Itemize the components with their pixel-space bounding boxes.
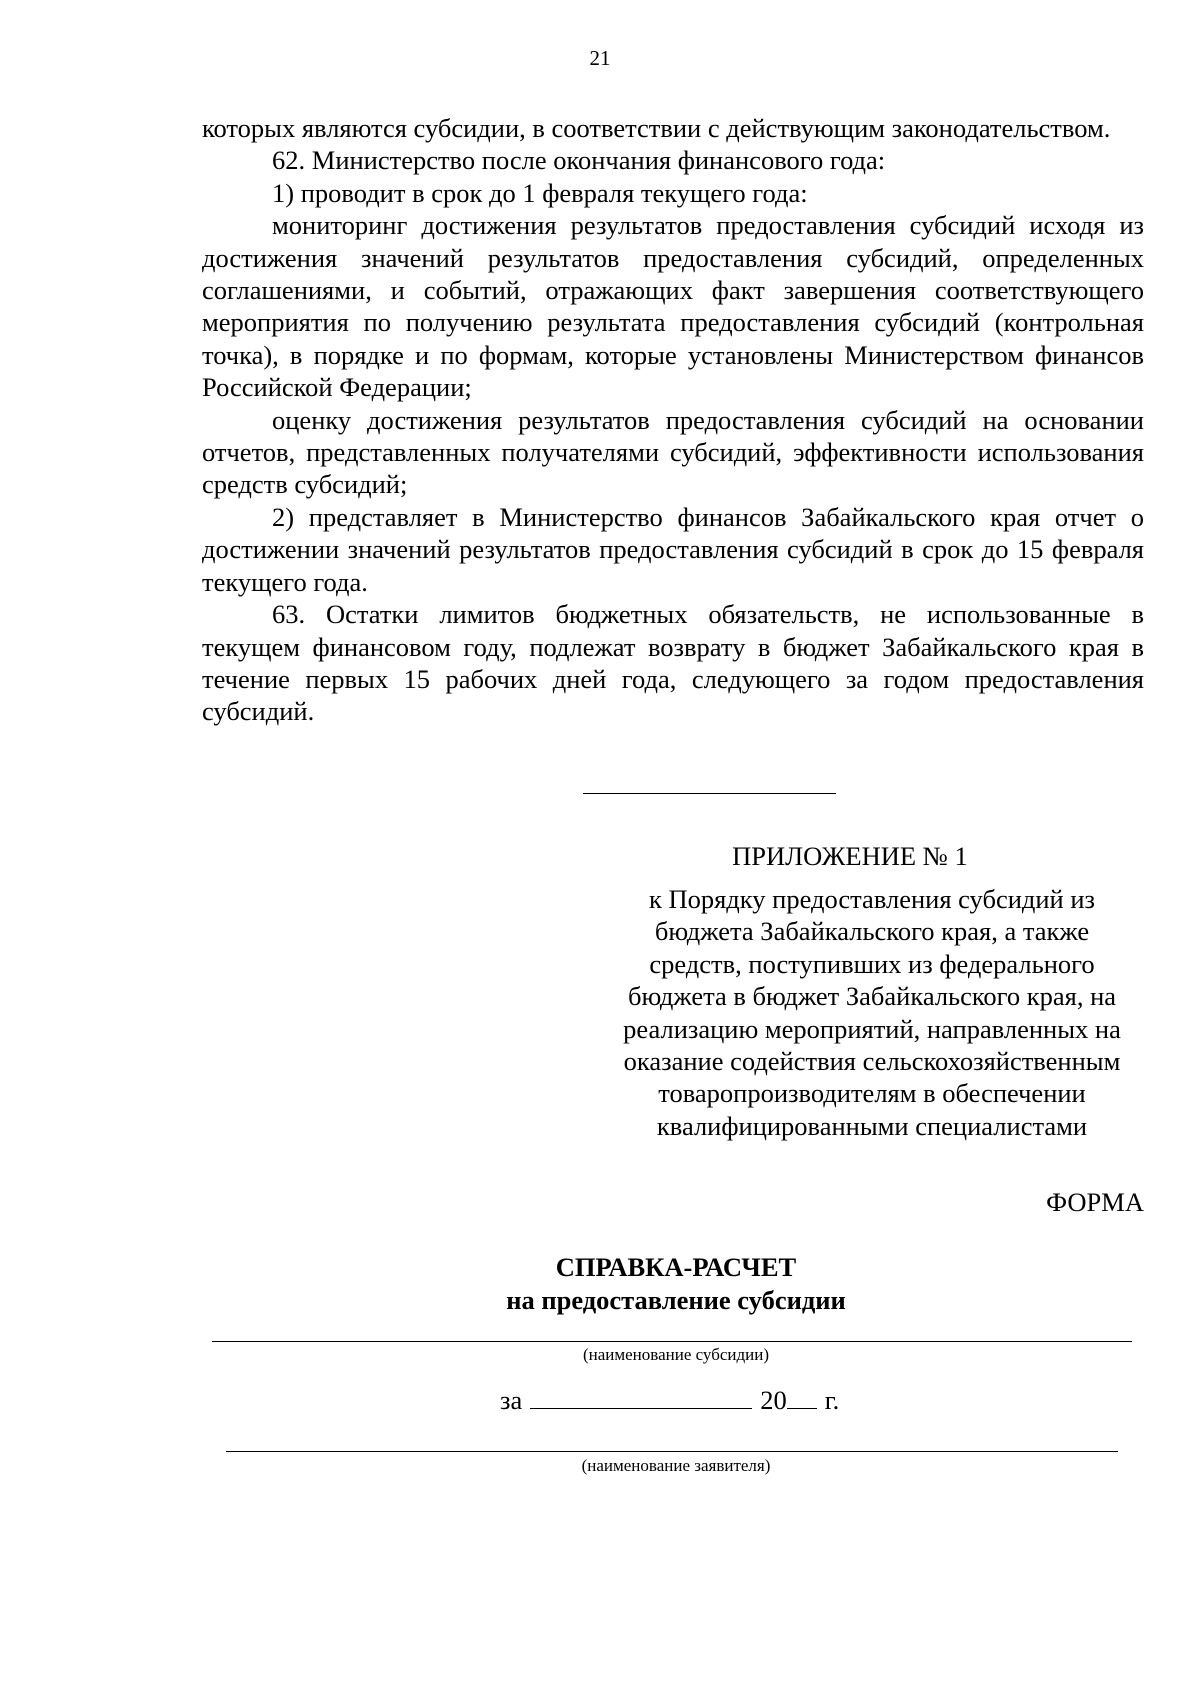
period-line <box>500 1382 839 1416</box>
form-subtitle: на предоставление субсидии <box>506 1285 846 1315</box>
paragraph-item-1: 1) проводит в срок до 1 февраля текущего года: <box>272 177 808 208</box>
period-blank <box>530 1382 752 1409</box>
appendix-line: товаропроизводителям в обеспечении <box>658 1078 1086 1109</box>
body-text <box>202 112 1144 728</box>
page-number: 21 <box>589 46 611 70</box>
form-title: СПРАВКА-РАСЧЕТ <box>555 1252 797 1282</box>
paragraph-item-2: 2) представляет в Министерство финансов Забайкальского края отчет о достижении значений результатов предоставления субсидий в срок до 15 февраля текущего года. <box>202 501 1144 597</box>
applicant-name-line <box>226 1451 1118 1452</box>
section-separator <box>583 793 836 794</box>
appendix-line: бюджета Забайкальского края, а также <box>654 916 1090 947</box>
appendix-title: ПРИЛОЖЕНИЕ № 1 <box>732 841 968 871</box>
period-prefix: за <box>500 1385 523 1415</box>
subsidy-name-line <box>212 1341 1132 1342</box>
paragraph-monitoring: мониторинг достижения результатов предоставления субсидий исходя из достижения значений результатов предоставления субсидий, определенных соглашениями, и событий, отражающих факт завершения соответствующего мероприятия по получению результата предоставления субсидий (контрольная точка), в порядке и по формам, которые установлены Министерством финансов Российской Федерации; <box>202 210 1144 403</box>
applicant-name-caption: (наименование заявителя) <box>581 1456 771 1475</box>
paragraph-62: 62. Министерство после окончания финансового года: <box>272 145 886 176</box>
year-suffix: г. <box>824 1385 840 1415</box>
paragraph-evaluation: оценку достижения результатов предоставления субсидий на основании отчетов, представленных получателями субсидий, эффективности использования средств субсидий; <box>202 404 1144 500</box>
subsidy-name-caption: (наименование субсидии) <box>582 1345 770 1364</box>
appendix-reference <box>598 883 1146 1142</box>
appendix-line: реализацию мероприятий, направленных на <box>623 1013 1121 1044</box>
year-prefix: 20 <box>760 1385 787 1415</box>
year-blank <box>787 1382 817 1409</box>
paragraph-continuation: которых являются субсидии, в соответствии с действующим законодательством. <box>202 113 1111 143</box>
appendix-line: к Порядку предоставления субсидий из <box>648 884 1096 914</box>
appendix-line: средств, поступивших из федерального <box>649 948 1095 979</box>
appendix-line: оказание содействия сельскохозяйственным <box>623 1046 1121 1077</box>
appendix-line: бюджета в бюджет Забайкальского края, на <box>627 981 1117 1012</box>
appendix-line: квалифицированными специалистами <box>656 1110 1088 1141</box>
form-label: ФОРМА <box>1046 1187 1144 1217</box>
paragraph-63: 63. Остатки лимитов бюджетных обязательств, не использованные в текущем финансовом году, подлежат возврату в бюджет Забайкальского края в течение первых 15 рабочих дней года, следующего за годом предоставления субсидий. <box>202 599 1144 727</box>
